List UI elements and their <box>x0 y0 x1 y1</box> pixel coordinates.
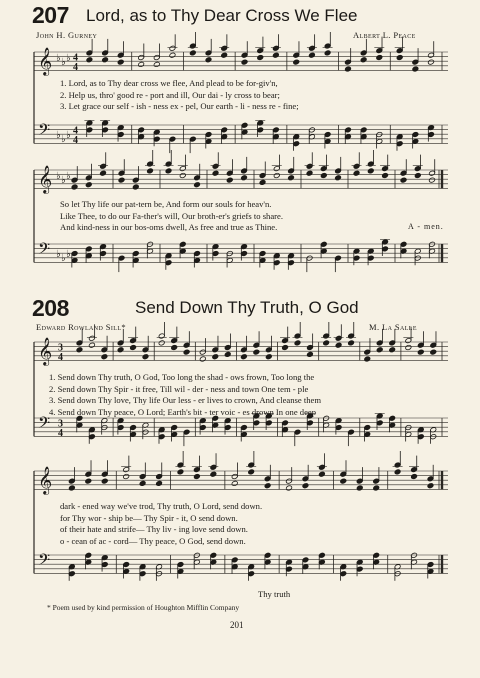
flat-icon: ♭ <box>61 253 66 264</box>
hymn-207-number: 207 <box>32 2 69 28</box>
note-head <box>153 61 160 67</box>
note-head <box>194 182 201 188</box>
hymn-207-title: Lord, as to Thy Dear Cross We Flee <box>86 6 358 25</box>
note-head <box>199 356 206 362</box>
bass-staff <box>34 125 448 143</box>
note-head <box>88 342 95 348</box>
note-head <box>138 61 145 67</box>
note-head <box>360 57 367 63</box>
flat-icon: ♭ <box>66 53 71 64</box>
flat-icon: ♭ <box>56 171 61 182</box>
footnote: * Poem used by kind permission of Houghton Mifflin Company <box>47 603 240 612</box>
hymn-208-author: Edward Rowland Sill* <box>36 322 127 332</box>
amen-label: A - men. <box>408 222 444 231</box>
note-head <box>429 177 436 183</box>
treble-clef-icon: 𝄞 <box>38 337 53 365</box>
note-head <box>102 57 109 63</box>
note-head <box>376 54 383 60</box>
note-head <box>123 473 130 479</box>
hymn-208-composer: M. La Salle <box>369 322 417 332</box>
note-head <box>85 478 92 484</box>
lyric-line: o - cean of ac - cord— Thy peace, O God, send down. <box>60 535 246 546</box>
note-head <box>156 480 163 486</box>
note-head <box>411 473 418 479</box>
treble-clef-icon: 𝄞 <box>38 47 53 75</box>
flat-icon: ♭ <box>61 57 66 68</box>
lyric-line: 1. Send down Thy truth, O God, Too long the shad - ows frown, Too long the <box>49 372 315 382</box>
note-head <box>212 354 219 360</box>
note-head <box>367 168 374 174</box>
note-head <box>171 344 178 350</box>
flat-icon: ♭ <box>66 130 71 141</box>
note-head <box>323 340 330 346</box>
note-head <box>210 471 217 477</box>
note-head <box>389 347 396 353</box>
bass-clef-icon: 𝄢 <box>38 240 51 262</box>
note-head <box>147 168 154 174</box>
flat-icon: ♭ <box>61 175 66 186</box>
note-head <box>400 177 407 183</box>
note-head <box>226 177 233 183</box>
note-head <box>253 349 260 355</box>
treble-staff <box>34 471 448 489</box>
hymn-207-system-2-lyrics <box>60 199 283 234</box>
note-head <box>364 356 371 362</box>
note-head <box>394 469 401 475</box>
note-head <box>430 349 437 355</box>
note-head <box>71 184 78 190</box>
lyric-line: for Thy wor - ship be— Thy Spir - it, O send down. <box>60 512 238 523</box>
note-head <box>158 340 165 346</box>
treble-clef-icon: 𝄞 <box>38 466 53 494</box>
note-head <box>306 351 313 357</box>
note-head <box>412 66 419 72</box>
hymn-207-system-1-lyrics <box>60 78 299 113</box>
lyric-line: 1. Lord, as to Thy dear cross we flee, And plead to be for-giv'n, <box>60 78 278 88</box>
time-signature-top: 4 <box>73 125 78 137</box>
lyric-line: So let Thy life our pat-tern be, And form our souls for heav'n. <box>60 199 272 209</box>
note-head <box>177 469 184 475</box>
treble-clef-icon: 𝄞 <box>38 165 53 193</box>
note-head <box>428 59 435 65</box>
note-head <box>427 483 434 489</box>
note-head <box>382 172 389 178</box>
note-head <box>68 485 75 491</box>
note-head <box>265 354 272 360</box>
hymn-208-system-1-lyrics <box>49 372 321 418</box>
lyric-line: 4. Send down Thy peace, O Lord; Earth's bit - ter voic - es drown In one deep <box>49 406 317 417</box>
note-head <box>169 52 176 58</box>
flat-icon: ♭ <box>66 171 71 182</box>
bass-clef-icon: 𝄢 <box>38 121 51 143</box>
lyric-line: 3. Send down Thy love, Thy life Our less - er lives to crown, And cleanse them <box>49 395 322 406</box>
note-head <box>100 170 107 176</box>
bass-staff <box>34 555 448 573</box>
note-head <box>241 175 248 181</box>
note-head <box>193 473 200 479</box>
note-head <box>101 354 108 360</box>
note-head <box>224 351 231 357</box>
note-head <box>241 59 248 65</box>
note-head <box>118 177 125 183</box>
note-head <box>272 52 279 58</box>
flat-icon: ♭ <box>56 130 61 141</box>
lyric-line: 2. Help us, thro' good re - port and ill, Our dai - ly cross to bear; <box>60 89 280 100</box>
cue-label: Thy truth <box>258 589 291 599</box>
note-head <box>318 471 325 477</box>
flat-icon: ♭ <box>61 134 66 145</box>
note-head <box>353 170 360 176</box>
time-signature-bottom: 4 <box>58 351 63 363</box>
hymn-208-system-2-lyrics <box>60 501 262 547</box>
note-head <box>414 172 421 178</box>
note-head <box>259 179 266 185</box>
note-head <box>257 54 264 60</box>
time-signature-top: 4 <box>73 52 78 64</box>
note-head <box>117 347 124 353</box>
note-head <box>348 340 355 346</box>
note-head <box>248 469 255 475</box>
note-head <box>142 354 149 360</box>
note-head <box>294 340 301 346</box>
note-head <box>335 175 342 181</box>
lyric-line: Like Thee, to do our Fa-ther's will, Our broth-er's griefs to share. <box>60 210 283 221</box>
note-head <box>306 170 313 176</box>
note-head <box>240 354 247 360</box>
flat-icon: ♭ <box>66 249 71 260</box>
page-number: 201 <box>230 620 244 630</box>
lyric-line: 3. Let grace our self - ish - ness ex - pel, Our earth - li - ness re - fine; <box>60 101 299 112</box>
note-head <box>340 478 347 484</box>
note-head <box>205 57 212 63</box>
note-head <box>212 170 219 176</box>
note-head <box>282 344 289 350</box>
note-head <box>320 172 327 178</box>
note-head <box>183 349 190 355</box>
flat-icon: ♭ <box>56 53 61 64</box>
note-head <box>356 485 363 491</box>
note-head <box>76 347 83 353</box>
time-signature-bottom: 4 <box>58 427 63 439</box>
note-head <box>85 182 92 188</box>
note-head <box>221 52 228 58</box>
note-head <box>405 344 412 350</box>
lyric-line: dark - ened way we've trod, Thy truth, O Lord, send down. <box>60 501 263 511</box>
note-head <box>302 483 309 489</box>
time-signature-top: 3 <box>58 418 63 430</box>
bass-clef-icon: 𝄢 <box>38 551 51 573</box>
note-head <box>165 168 172 174</box>
note-head <box>417 349 424 355</box>
note-head <box>396 54 403 60</box>
note-head <box>344 66 351 72</box>
note-head <box>273 172 280 178</box>
note-head <box>373 485 380 491</box>
hymn-207-author: John H. Gurney <box>36 30 98 40</box>
treble-staff <box>34 52 448 70</box>
hymn-208-number: 208 <box>32 295 69 321</box>
note-head <box>376 347 383 353</box>
note-head <box>130 344 137 350</box>
note-head <box>132 184 139 190</box>
lyric-line: of their hate and strife— Thy liv - ing love send down. <box>60 524 248 535</box>
time-signature-bottom: 4 <box>73 61 78 73</box>
note-head <box>293 59 300 65</box>
note-head <box>264 483 271 489</box>
bass-clef-icon: 𝄢 <box>38 414 51 436</box>
note-head <box>86 57 93 63</box>
note-head <box>117 59 124 65</box>
hymn-207-composer: Albert L. Peace <box>353 30 416 40</box>
note-head <box>139 480 146 486</box>
note-head <box>335 342 342 348</box>
hymn-208-title: Send Down Thy Truth, O God <box>135 298 359 317</box>
note-head <box>286 485 293 491</box>
note-head <box>288 175 295 181</box>
flat-icon: ♭ <box>56 249 61 260</box>
note-head <box>189 50 196 56</box>
time-signature-bottom: 4 <box>73 134 78 146</box>
time-signature-top: 3 <box>58 342 63 354</box>
note-head <box>308 52 315 58</box>
lyric-line: 2. Send down Thy Spir - it free, Till wil - der - ness and town One tem - ple <box>49 383 309 394</box>
note-head <box>231 480 238 486</box>
lyric-line: And kind-ness in our bos-oms dwell, As free and true as Thine. <box>60 222 278 233</box>
note-head <box>179 172 186 178</box>
note-head <box>101 478 108 484</box>
note-head <box>324 50 331 56</box>
